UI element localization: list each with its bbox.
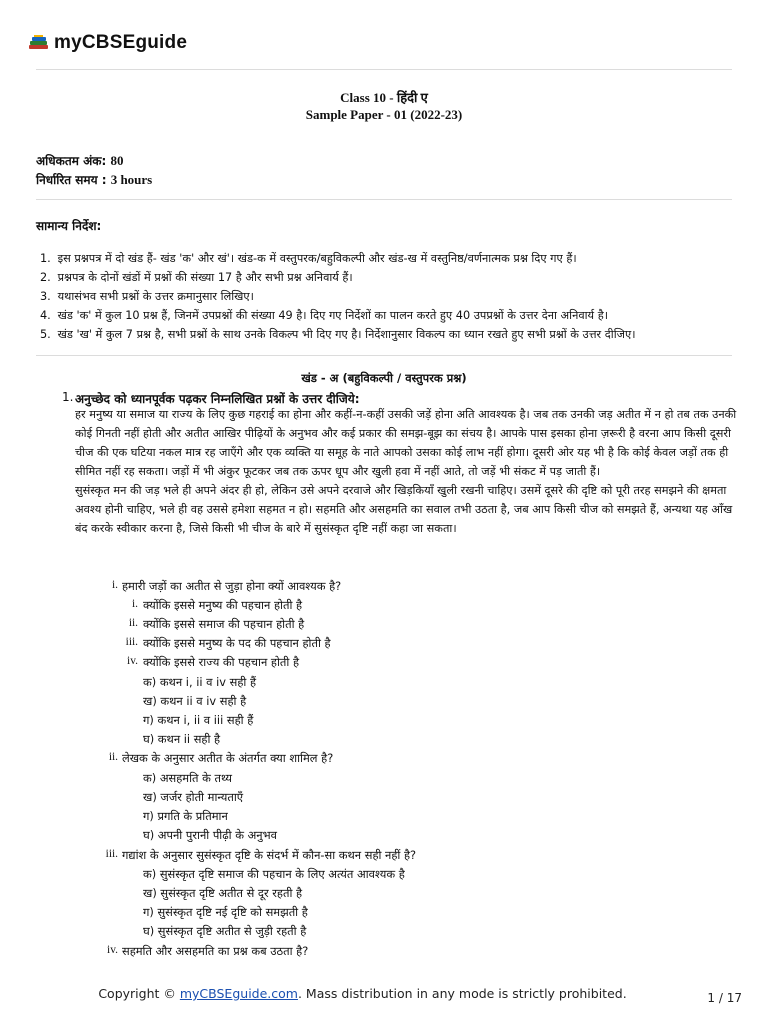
passage-paragraph: हर मनुष्य या समाज या राज्य के लिए कुछ गहराई का होना और कहीं-न-कहीं उसकी जड़ें होना अति आवश्यक है। जब तक उनकी जड़ अतीत में न हो तब तक उनकी कोई गिनती नहीं होती और अतीत आखिर पीढ़ियों के अनुभव और कई प्रकार की समझ-बूझ का संचय है। आपके पास इसका होना ज़रूरी है वरना आप किसी दूसरी चीज की एक घटिया नकल मात्र रह जाएँगे और एक व्यक्ति या समूह के नाते आपको उसका कोई लाभ नहीं होगा। दूसरी ओर यह भी है कि कोई केवल जड़ों तक ही सीमित नहीं रह सकता। जड़ों में भी अंकुर फूटकर जब तक ऊपर धूप और खुली हवा में नहीं आते, तो जड़ें भी संकट में पड़ जाती हैं। bbox=[75, 408, 737, 478]
list-item: 5. खंड 'ख' में कुल 7 प्रश्न है, सभी प्रश्नों के साथ उनके विकल्प भी दिए गए है। निर्देशानुसार विकल्प का ध्यान रखते हुए सभी प्रश्नों के उत्तर दीजिए। bbox=[40, 328, 636, 341]
time-allowed bbox=[36, 171, 152, 188]
statement-text: क्योंकि इससे मनुष्य की पहचान होती है bbox=[143, 598, 303, 612]
statement-number: iv. bbox=[127, 655, 138, 667]
subquestion-number: i. bbox=[111, 579, 118, 591]
site-header bbox=[28, 32, 187, 54]
copyright-footer: Copyright © myCBSEguide.com. Mass distribution in any mode is strictly prohibited. bbox=[98, 986, 627, 1001]
class-title: Class 10 - हिंदी ए bbox=[340, 90, 428, 105]
question-number: 1. bbox=[62, 390, 74, 404]
option: घ) कथन ii सही है bbox=[143, 732, 221, 746]
max-marks bbox=[36, 152, 123, 169]
option: क) सुसंस्कृत दृष्टि समाज की पहचान के लिए अत्यंत आवश्यक है bbox=[143, 867, 405, 881]
statement-text: क्योंकि इससे राज्य की पहचान होती है bbox=[143, 655, 300, 669]
option: घ) अपनी पुरानी पीढ़ी के अनुभव bbox=[143, 828, 277, 842]
subquestion-text: गद्यांश के अनुसार सुसंस्कृत दृष्टि के संदर्भ में कौन-सा कथन सही नहीं है? bbox=[122, 848, 417, 862]
passage-paragraph: सुसंस्कृत मन की जड़ भले ही अपने अंदर ही हो, लेकिन उसे अपने दरवाजे और खिड़कियाँ खुली रखनी चाहिए। उसमें दूसरे की दृष्टि को पूरी तरह समझने की क्षमता अवश्य होनी चाहिए, भले ही वह उससे हमेशा सहमत न हो। सहमति और असहमति का सवाल तभी उठता है, जब आप किसी चीज को समझते हैं, अन्यथा यह आँख बंद करके स्वीकार करना है, जिसे किसी भी चीज के बारे में सुसंस्कृत दृष्टि नहीं कहा जा सकता। bbox=[75, 484, 733, 535]
option: ग) प्रगति के प्रतिमान bbox=[143, 809, 228, 823]
option: ग) कथन i, ii व iii सही हैं bbox=[143, 713, 254, 727]
option: ख) कथन ii व iv सही है bbox=[143, 694, 247, 708]
time-value: 3 hours bbox=[110, 172, 153, 187]
page-number: 1 / 17 bbox=[707, 991, 742, 1005]
section-a-heading: खंड - अ (बहुविकल्पी / वस्तुपरक प्रश्न) bbox=[301, 371, 467, 385]
option: ग) सुसंस्कृत दृष्टि नई दृष्टि को समझती है bbox=[143, 905, 308, 919]
list-item: 2. प्रश्नपत्र के दोनों खंडों में प्रश्नों की संख्या 17 है और सभी प्रश्न अनिवार्य हैं। bbox=[40, 271, 353, 284]
list-item: 4. खंड 'क' में कुल 10 प्रश्न हैं, जिनमें उपप्रश्नों की संख्या 49 है। दिए गए निर्देशों का पालन करते हुए 40 उपप्रश्नों के उत्तर देना अनिवार्य है। bbox=[40, 309, 608, 322]
subquestion-text: हमारी जड़ों का अतीत से जुड़ा होना क्यों आवश्यक है? bbox=[122, 579, 342, 593]
subquestion-number: ii. bbox=[108, 751, 118, 763]
site-link[interactable]: myCBSEguide.com bbox=[179, 986, 298, 1001]
instructions-heading: सामान्य निर्देश: bbox=[36, 219, 102, 233]
statement-text: क्योंकि इससे समाज की पहचान होती है bbox=[143, 617, 305, 631]
books-logo-icon bbox=[28, 34, 50, 52]
list-item: 1. इस प्रश्नपत्र में दो खंड हैं- खंड 'क' और खं'। खंड-क में वस्तुपरक/बहुविकल्पी और खंड-ख में वस्तुनिष्ठ/वर्णनात्मक प्रश्न दिए गए हैं। bbox=[40, 252, 577, 265]
option: क) असहमति के तथ्य bbox=[143, 771, 233, 785]
option: ख) जर्जर होती मान्यताएँ bbox=[143, 790, 244, 804]
instructions-list bbox=[40, 249, 636, 344]
option: ख) सुसंस्कृत दृष्टि अतीत से दूर रहती है bbox=[143, 886, 303, 900]
option: घ) सुसंस्कृत दृष्टि अतीत से जुड़ी रहती है bbox=[143, 924, 307, 938]
time-label: निर्धारित समय : bbox=[36, 173, 107, 187]
statement-number: i. bbox=[131, 598, 138, 610]
max-marks-label: अधिकतम अंक: bbox=[36, 154, 107, 168]
header-divider bbox=[36, 69, 732, 70]
list-item: 3. यथासंभव सभी प्रश्नों के उत्तर क्रमानुसार लिखिए। bbox=[40, 290, 254, 303]
subquestion-text: लेखक के अनुसार अतीत के अंतर्गत क्या शामिल है? bbox=[122, 751, 334, 765]
question-text: अनुच्छेद को ध्यानपूर्वक पढ़कर निम्नलिखित प्रश्नों के उत्तर दीजिये: bbox=[75, 392, 360, 406]
statement-number: ii. bbox=[128, 617, 138, 629]
divider bbox=[36, 199, 732, 200]
statement-number: iii. bbox=[125, 636, 138, 648]
option: क) कथन i, ii व iv सही हैं bbox=[143, 675, 256, 689]
statement-text: क्योंकि इससे मनुष्य के पद की पहचान होती है bbox=[143, 636, 331, 650]
passage bbox=[75, 405, 737, 538]
divider bbox=[36, 355, 732, 356]
brand-name[interactable]: myCBSEguide bbox=[54, 32, 188, 53]
subquestion-number: iv. bbox=[107, 944, 118, 956]
sample-paper-title: Sample Paper - 01 (2022-23) bbox=[305, 107, 463, 122]
subquestion-text: सहमति और असहमति का प्रश्न कब उठता है? bbox=[122, 944, 309, 958]
subquestion-number: iii. bbox=[105, 848, 118, 860]
max-marks-value: 80 bbox=[110, 153, 124, 168]
